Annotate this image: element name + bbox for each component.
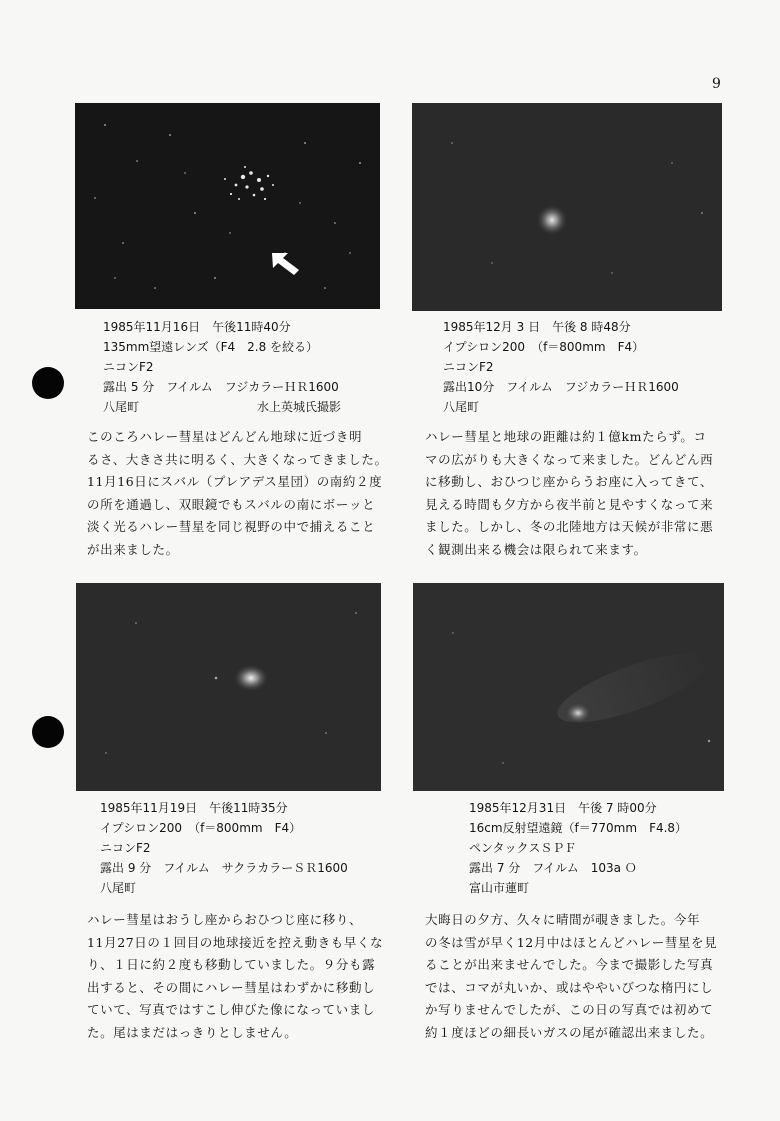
photo-comet-dec31 [413, 583, 724, 791]
body-text-4: 大晦日の夕方、久々に晴間が覗きました。今年 の冬は雪が早く12月中はほとんどハレー彗星を見 ることが出来ませんでした。今まで撮影した写真 では、コマが丸いか、或はややいびつな楕円にし か写りませんでしたが、この日の写真では初めて 約１度ほどの細長いガスの尾が確認出来ました。 [425, 912, 718, 1040]
body-text-2: ハレー彗星と地球の距離は約１億kmたらず。コ マの広がりも大きくなって来ました。どんどん西 に移動し、おひつじ座からうお座に入ってきて、 見える時間も夕方から夜半前と見やすくなって来 ました。しかし、冬の北陸地方は天候が非常に悪 く観測出来る機会は限られて来ます。 [425, 429, 714, 557]
photo-caption-3: 1985年11月19日 午後11時35分 イプシロン200 （f＝800mm F4） ニコンF2 露出 9 分 フイルム サクラカラーＳＲ1600 八尾町 [100, 801, 348, 895]
binder-hole-top [32, 367, 64, 399]
photo-comet-nov19 [76, 583, 381, 791]
photo-caption-2: 1985年12月 3 日 午後 8 時48分 イプシロン200 （f＝800mm F4） ニコンF2 露出10分 フイルム フジカラーＨＲ1600 八尾町 [443, 320, 679, 414]
page-number: 9 [712, 76, 721, 92]
comet-pointer-arrow [272, 253, 299, 275]
body-text-1: このころハレー彗星はどんどん地球に近づき明 るさ、大きさ共に明るく、大きくなってきました。 11月16日にスバル（プレアデス星団）の南約２度 の所を通過し、双眼鏡でもスバルの南にボーッと 淡く光るハレー彗星を同じ視野の中で捕えること が出来ました。 [87, 429, 388, 557]
binder-hole-bottom [32, 716, 64, 748]
photo-caption-4: 1985年12月31日 午後 7 時00分 16cm反射望遠鏡（f＝770mm F4.8） ペンタックスＳＰＦ 露出 7 分 フイルム 103a Ｏ 富山市蓮町 [469, 801, 688, 895]
photo-comet-dec3 [412, 103, 722, 311]
body-text-3: ハレー彗星はおうし座からおひつじ座に移り、 11月27日の１回目の地球接近を控え動きも早くな り、１日に約２度も移動していました。９分も露 出すると、その間にハレー彗星はわずかに移動し ていて、写真ではすこし伸びた像になっていまし た。尾はまだはっきりとしません。 [87, 912, 384, 1040]
photo-credit: 水上英城氏撮影 [257, 400, 342, 414]
photo-comet-pleiades [75, 103, 380, 309]
photo-caption-1: 1985年11月16日 午後11時40分 135mm望遠レンズ（F4 2.8 を絞る） ニコンF2 露出 5 分 フイルム フジカラーＨＲ1600 八尾町 水上英城氏撮影 [103, 317, 339, 417]
